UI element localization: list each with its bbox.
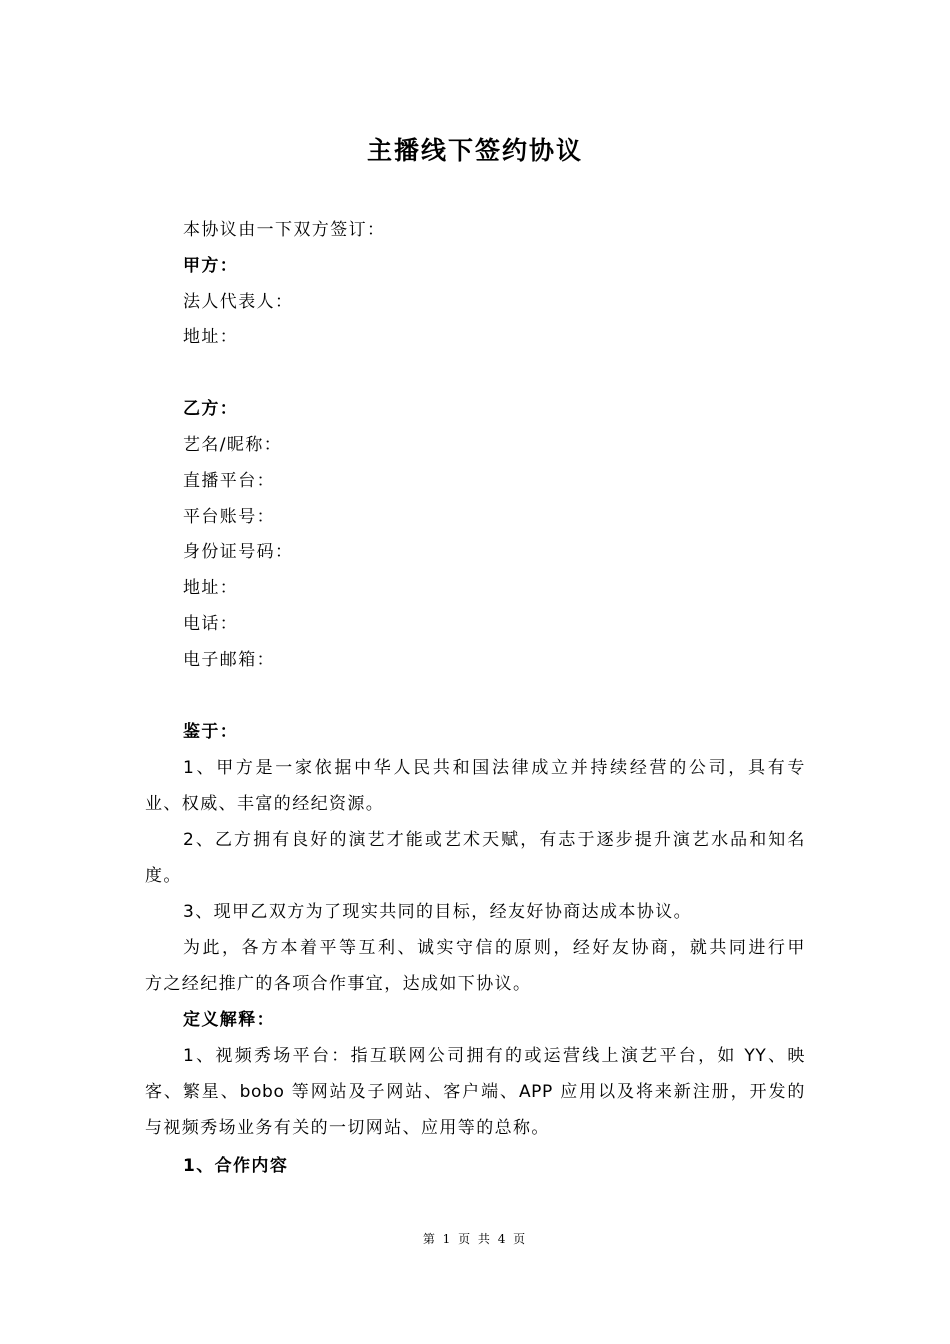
whereas-item1-line1: 1、甲方是一家依据中华人民共和国法律成立并持续经营的公司，具有专 (183, 758, 805, 778)
party-a-legal-rep: 法人代表人： (183, 292, 294, 312)
definitions-item1-line2: 客、繁星、bobo 等网站及子网站、客户端、APP 应用以及将来新注册，开发的 (145, 1082, 805, 1102)
party-b-id-number: 身份证号码： (183, 542, 294, 562)
page-footer: 第 1 页 共 4 页 (422, 1232, 528, 1246)
party-b-platform: 直播平台： (183, 471, 275, 491)
party-b-account: 平台账号： (183, 507, 275, 527)
definitions-item1-line1: 1、视频秀场平台：指互联网公司拥有的或运营线上演艺平台，如 YY、映 (183, 1046, 805, 1066)
section1-heading: 1、合作内容 (183, 1156, 289, 1176)
whereas-conclusion-line1: 为此，各方本着平等互利、诚实守信的原则，经好友协商，就共同进行甲 (183, 938, 805, 958)
party-b-phone: 电话： (183, 614, 239, 634)
party-b-stage-name: 艺名/昵称： (183, 435, 283, 455)
whereas-heading: 鉴于： (183, 722, 239, 742)
party-b-email: 电子邮箱： (183, 650, 275, 670)
document-title: 主播线下签约协议 (366, 136, 583, 165)
whereas-conclusion-line2: 方之经纪推广的各项合作事宜，达成如下协议。 (145, 974, 532, 994)
intro-text: 本协议由一下双方签订： (183, 220, 386, 240)
party-b-heading: 乙方： (183, 399, 239, 419)
party-a-heading: 甲方： (183, 256, 239, 276)
definitions-item1-line3: 与视频秀场业务有关的一切网站、应用等的总称。 (145, 1118, 550, 1138)
whereas-item1-line2: 业、权威、丰富的经纪资源。 (145, 794, 385, 814)
party-b-address: 地址： (183, 578, 239, 598)
party-a-address: 地址： (183, 327, 239, 347)
whereas-item3: 3、现甲乙双方为了现实共同的目标，经友好协商达成本协议。 (183, 902, 693, 922)
whereas-item2-line2: 度。 (145, 866, 182, 886)
whereas-item2-line1: 2、乙方拥有良好的演艺才能或艺术天赋，有志于逐步提升演艺水品和知名 (183, 830, 805, 850)
definitions-heading: 定义解释： (183, 1010, 275, 1030)
